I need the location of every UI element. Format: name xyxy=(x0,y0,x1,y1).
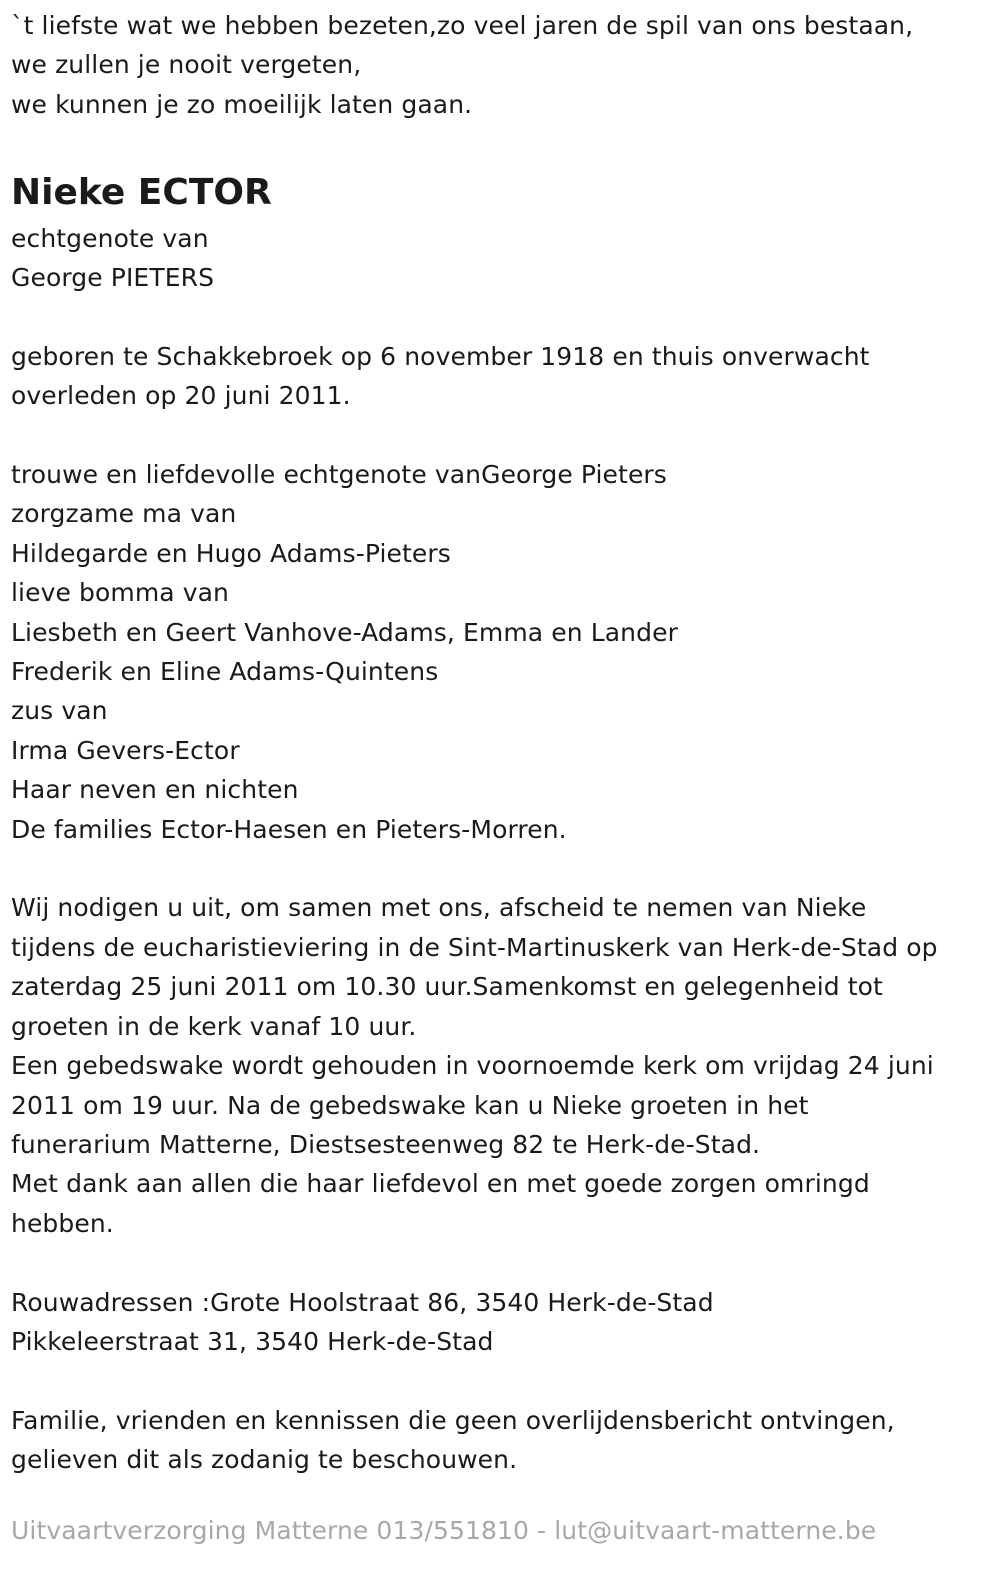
spacer xyxy=(11,1243,989,1282)
paragraph-line: tijdens de eucharistieviering in de Sint-Martinuskerk van Herk-de-Stad op xyxy=(11,932,938,962)
family-line: Liesbeth en Geert Vanhove-Adams, Emma en Lander xyxy=(11,617,678,647)
address-line: Pikkeleerstraat 31, 3540 Herk-de-Stad xyxy=(11,1326,494,1356)
poem-line: `t liefste wat we hebben bezeten,zo veel jaren de spil van ons bestaan, xyxy=(11,11,914,40)
spacer xyxy=(11,1361,989,1400)
paragraph-line: overleden op 20 juni 2011. xyxy=(11,381,351,411)
poem xyxy=(11,6,989,124)
spouse-name: George PIETERS xyxy=(11,263,215,293)
family-line: zorgzame ma van xyxy=(11,499,237,529)
family-line: trouwe en liefdevolle echtgenote vanGeorge Pieters xyxy=(11,460,667,490)
spacer xyxy=(11,124,989,163)
birth-death-paragraph xyxy=(11,337,989,416)
paragraph-line: gelieven dit als zodanig te beschouwen. xyxy=(11,1445,518,1475)
poem-line: we zullen je nooit vergeten, xyxy=(11,50,362,80)
deceased-block xyxy=(11,167,989,298)
paragraph-line: geboren te Schakkebroek op 6 november 1918 en thuis onverwacht xyxy=(11,341,870,371)
notice-paragraph xyxy=(11,1401,989,1480)
address-line: Rouwadressen :Grote Hoolstraat 86, 3540 Herk-de-Stad xyxy=(11,1287,714,1317)
family-line: Frederik en Eline Adams-Quintens xyxy=(11,657,439,687)
family-line: Irma Gevers-Ector xyxy=(11,735,240,765)
poem-line: we kunnen je zo moeilijk laten gaan. xyxy=(11,89,473,119)
addresses xyxy=(11,1283,989,1362)
paragraph-line: hebben. xyxy=(11,1208,114,1238)
paragraph-line: Een gebedswake wordt gehouden in voornoemde kerk om vrijdag 24 juni xyxy=(11,1051,934,1081)
family-line: zus van xyxy=(11,696,108,726)
spacer xyxy=(11,849,989,888)
paragraph-line: Met dank aan allen die haar liefdevol en met goede zorgen omringd xyxy=(11,1169,870,1199)
deceased-name: Nieke ECTOR xyxy=(11,171,272,213)
funeral-home-footer: Uitvaartverzorging Matterne 013/551810 - lut@uitvaart-matterne.be xyxy=(11,1516,877,1545)
paragraph-line: 2011 om 19 uur. Na de gebedswake kan u Nieke groeten in het xyxy=(11,1090,809,1120)
family-list xyxy=(11,455,989,849)
family-line: De families Ector-Haesen en Pieters-Morren. xyxy=(11,814,567,844)
family-line: lieve bomma van xyxy=(11,578,229,608)
spacer xyxy=(11,297,989,336)
paragraph-line: zaterdag 25 juni 2011 om 10.30 uur.Samenkomst en gelegenheid tot xyxy=(11,972,883,1002)
family-line: Hildegarde en Hugo Adams-Pieters xyxy=(11,538,451,568)
family-line: Haar neven en nichten xyxy=(11,775,299,805)
spacer xyxy=(11,416,989,455)
ceremony-paragraph xyxy=(11,888,989,1243)
paragraph-line: funerarium Matterne, Diestsesteenweg 82 te Herk-de-Stad. xyxy=(11,1129,761,1159)
paragraph-line: groeten in de kerk vanaf 10 uur. xyxy=(11,1011,417,1041)
relation-label: echtgenote van xyxy=(11,223,209,253)
paragraph-line: Wij nodigen u uit, om samen met ons, afscheid te nemen van Nieke xyxy=(11,893,867,923)
paragraph-line: Familie, vrienden en kennissen die geen overlijdensbericht ontvingen, xyxy=(11,1405,895,1435)
